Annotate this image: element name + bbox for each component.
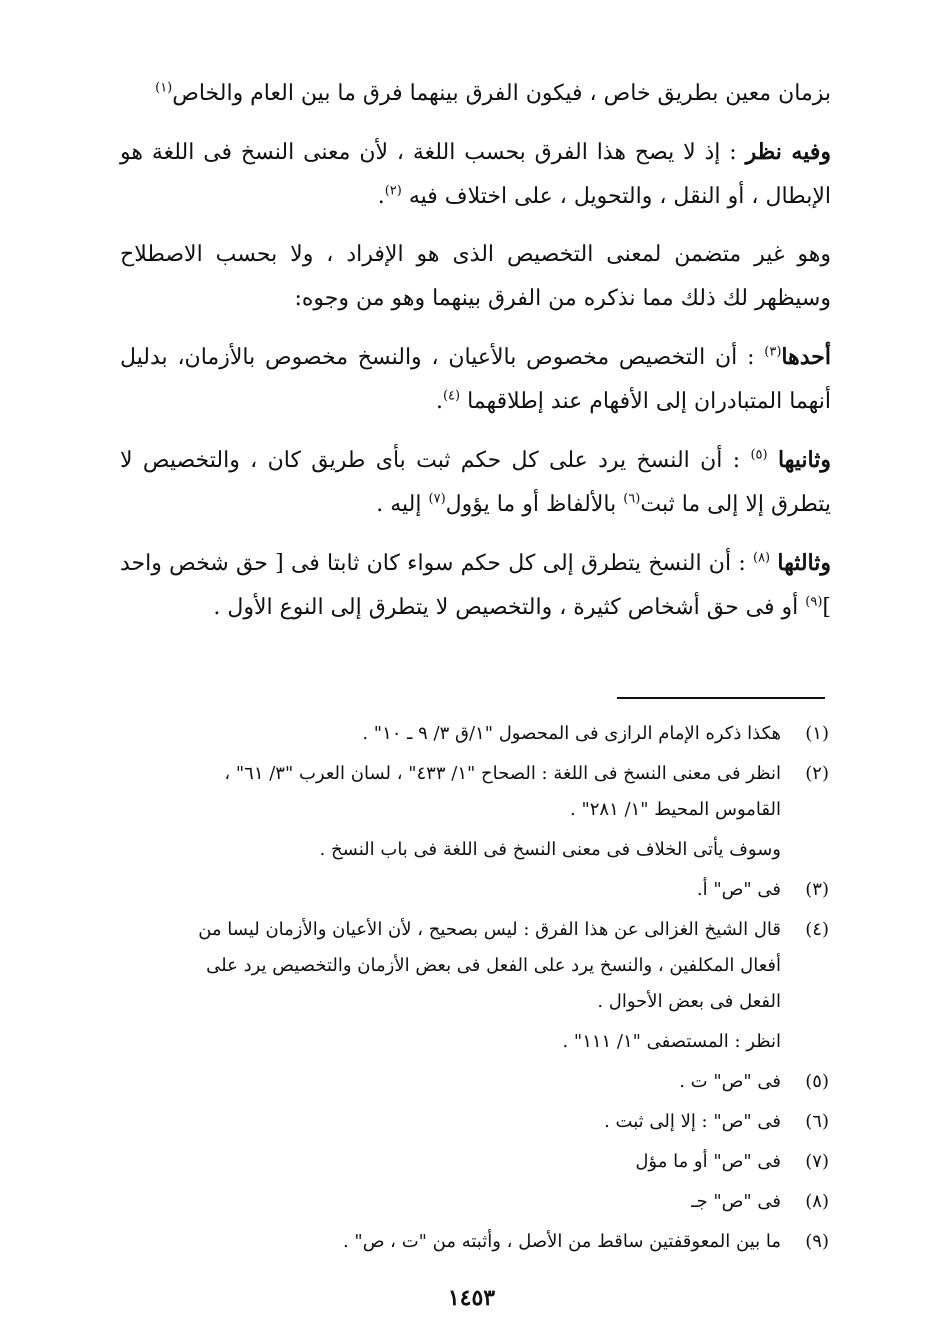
footnote [120,1064,829,1100]
paragraph-3 [120,233,831,321]
footnote-number: (٤) [805,919,829,940]
footnote-ref-5: (٥) [750,447,768,463]
footnote-ref-2: (٢) [384,183,402,199]
footnote [120,716,829,752]
p1-text: بزمان معين بطريق خاص ، فيكون الفرق بينهما فرق ما بين العام والخاص [172,81,831,106]
footnote [120,832,829,868]
p2-lead: وفيه نظر [745,139,831,165]
p6-lead: وثالثها [777,550,832,576]
footnote-line: انظر : المستصفى "١/ ١١١" . [562,1031,781,1052]
p4-text: : أن التخصيص مخصوص بالأعيان ، والنسخ مخصوص بالأزمان، بدليل أنهما المتبادران إلى الأفهام عند إطلاقهما [120,345,831,414]
footnote [120,872,829,908]
footnote-line: انظر فى معنى النسخ فى اللغة : الصحاح "١/ ٤٣٣" ، لسان العرب "٣/ ٦١" ، [224,763,781,784]
footnote-line: فى "ص" ت . [679,1071,781,1092]
p6-text-b: أو فى حق أشخاص كثيرة ، والتخصيص لا يتطرق إلى النوع الأول . [213,595,799,620]
footnote-number: (٥) [805,1071,829,1092]
footnote-line: فى "ص" : إلا إلى ثبت . [604,1111,781,1132]
footnote-number: (١) [805,723,829,744]
footnote-ref-7: (٧) [428,491,446,507]
footnote [120,912,829,1020]
p5-text-b: بالألفاظ أو ما يؤول [445,492,617,517]
p5-lead: وثانيها [777,447,831,473]
footnote-number: (٣) [805,879,829,900]
footnote-line: القاموس المحيط "١/ ٢٨١" . [570,799,781,820]
paragraph-1 [120,72,831,116]
footnote-number: (٢) [805,763,829,784]
footnote-ref-1: (١) [155,80,173,96]
footnote-line: الفعل فى بعض الأحوال . [597,991,781,1012]
footnote-line: قال الشيخ الغزالى عن هذا الفرق : ليس بصحيح ، لأن الأعيان والأزمان ليسا من [198,919,781,940]
paragraph-4 [120,335,831,424]
main-text [120,72,831,644]
footnote-line: فى "ص" جـ [691,1191,781,1212]
footnote-number: (٩) [805,1231,829,1252]
p4-tail: . [435,389,443,414]
footnote [120,756,829,828]
p4-lead: أحدها [781,344,831,370]
footnote-number: (٧) [805,1151,829,1172]
p3-text: وهو غير متضمن لمعنى التخصيص الذى هو الإفراد ، ولا بحسب الاصطلاح وسيظهر لك ذلك مما نذكره من الفرق بينهما وهو من وجوه: [120,242,831,311]
paragraph-5 [120,438,831,527]
p2-tail: . [377,184,385,209]
footnote-ref-6: (٦) [623,491,641,507]
p5-text-a: : أن النسخ يرد على كل حكم ثبت بأى طريق كان ، والتخصيص لا يتطرق إلا إلى ما ثبت [120,448,831,517]
paragraph-6 [120,541,831,630]
footnote-number: (٦) [805,1111,829,1132]
footnote-ref-3: (٣) [764,344,782,360]
footnote [120,1104,829,1140]
footnote-line: وسوف يأتى الخلاف فى معنى النسخ فى اللغة فى باب النسخ . [319,839,781,860]
paragraph-2 [120,130,831,219]
footnote-line: فى "ص" أو ما مؤل [635,1151,781,1172]
footnote-ref-9: (٩) [805,594,823,610]
footnote-ref-8: (٨) [752,550,771,566]
footnote [120,1184,829,1220]
footnote-line: هكذا ذكره الإمام الرازى فى المحصول "١/ق ٣/ ٩ ـ ١٠" . [362,723,781,744]
p2-text: : إذ لا يصح هذا الفرق بحسب اللغة ، لأن معنى النسخ فى اللغة هو الإبطال ، أو النقل ، والتحويل ، على اختلاف فيه [120,140,831,209]
footnotes [120,716,829,1264]
footnote [120,1144,829,1180]
p5-text-c: إليه . [376,492,422,517]
page-number: ١٤٥٣ [447,1285,496,1311]
footnote-number: (٨) [805,1191,829,1212]
footnote [120,1224,829,1260]
footnote-separator [617,697,825,699]
footnote-line: أفعال المكلفين ، والنسخ يرد على الفعل فى بعض الأزمان والتخصيص يرد على [206,955,781,976]
footnote-line: ما بين المعوقفتين ساقط من الأصل ، وأثبته من "ت ، ص" . [342,1231,781,1252]
footnote [120,1024,829,1060]
footnote-line: فى "ص" أ. [696,879,781,900]
p6-text-a: : أن النسخ يتطرق إلى كل حكم سواء كان ثابتا فى [ حق شخص واحد ] [120,551,831,620]
footnote-ref-4: (٤) [442,388,461,404]
